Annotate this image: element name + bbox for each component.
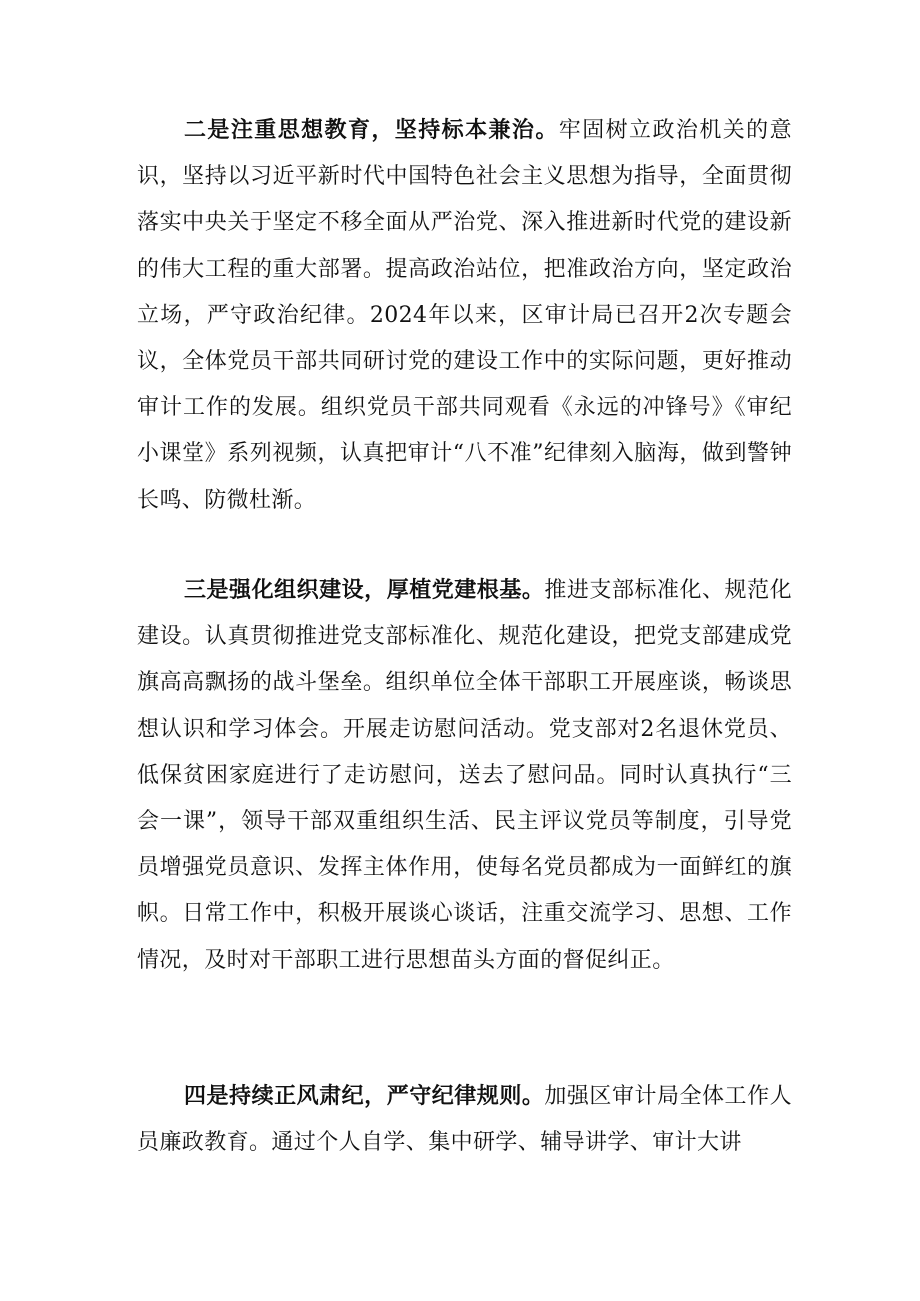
- paragraph-lead-heading: 二是注重思想教育，坚持标本兼治。: [184, 117, 559, 143]
- paragraph-ideological-education: [137, 107, 792, 524]
- paragraph-body-text: 加强区审计局全体工作人员廉政教育。通过个人自学、集中研学、辅导讲学、审计大讲: [137, 1084, 793, 1156]
- paragraph-lead-heading: 四是持续正风肃纪，严守纪律规则。: [184, 1083, 545, 1109]
- paragraph-body-text: 牢固树立政治机关的意识，坚持以习近平新时代中国特色社会主义思想为指导，全面贯彻落实中央关于坚定不移全面从严治党、深入推进新时代党的建设新的伟大工程的重大部署。提高政治站位，把准政治方向，坚定政治立场，严守政治纪律。2024年以来，区审计局已召开2次专题会议，全体党员干部共同研讨党的建设工作中的实际问题，更好推动审计工作的发展。组织党员干部共同观看《永远的冲锋号》《审纪小课堂》系列视频，认真把审计“八不准”纪律刻入脑海，做到警钟长鸣、防微杜渐。: [137, 118, 792, 513]
- paragraph-body-text: 推进支部标准化、规范化建设。认真贯彻推进党支部标准化、规范化建设，把党支部建成党旗高高飘扬的战斗堡垒。组织单位全体干部职工开展座谈，畅谈思想认识和学习体会。开展走访慰问活动。党支部对2名退休党员、低保贫困家庭进行了走访慰问，送去了慰问品。同时认真执行“三会一课”，领导干部双重组织生活、民主评议党员等制度，引导党员增强党员意识、发挥主体作用，使每名党员都成为一面鲜红的旗帜。日常工作中，积极开展谈心谈话，注重交流学习、思想、工作情况，及时对干部职工进行思想苗头方面的督促纠正。: [137, 578, 793, 973]
- paragraph-lead-heading: 三是强化组织建设，厚植党建根基。: [184, 577, 545, 603]
- paragraph-discipline-rules: [137, 1073, 792, 1166]
- paragraph-organization-building: [137, 567, 792, 984]
